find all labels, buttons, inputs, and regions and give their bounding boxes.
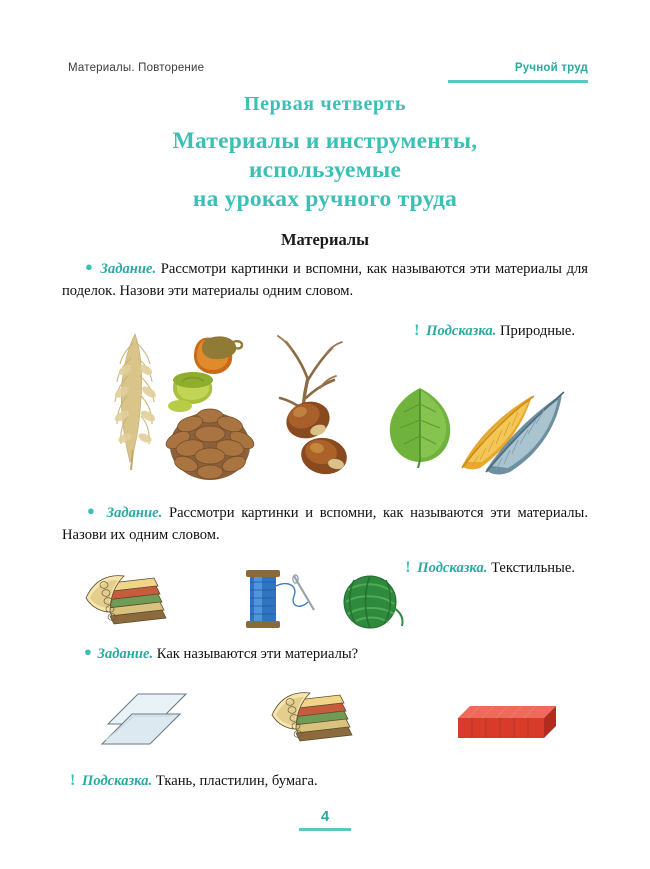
hint-3-label: Подсказка. <box>81 773 153 789</box>
pine-cone-figure <box>160 400 260 486</box>
main-title-line2: используемые <box>248 157 402 183</box>
figure-row-3 <box>62 678 588 762</box>
hint-2-text: Текстильные. <box>491 560 575 576</box>
bullet-icon: ● <box>84 259 94 274</box>
paper-sheets-figure <box>94 684 204 754</box>
quarter-title: Первая четверть <box>243 93 407 115</box>
folio <box>0 808 650 831</box>
bullet-icon: ● <box>84 503 98 518</box>
figure-row-2 <box>62 566 588 634</box>
hint-1-text: Природные. <box>500 323 575 339</box>
task-3-text: Как называются эти материалы? <box>156 646 359 662</box>
exclamation-icon: ! <box>414 322 420 339</box>
figure-row-1 <box>62 328 588 488</box>
task-3-label: Задание. <box>97 646 154 662</box>
plasticine-bar-figure <box>452 696 562 748</box>
task-2-text: Рассмотри картинки и вспомни, как называются эти материалы. Назови их одним словом. <box>62 505 589 543</box>
main-title-line3: на уроках ручного труда <box>192 186 458 212</box>
hint-3 <box>70 772 318 790</box>
task-1-label: Задание. <box>100 261 157 277</box>
main-title <box>62 127 588 214</box>
page-number: 4 <box>320 808 330 825</box>
task-1-text: Рассмотри картинки и вспомни, как называются эти материалы для поделок. Назови эти материалы одним словом. <box>62 261 588 299</box>
thread-spool-with-needle-figure <box>232 566 324 632</box>
task-2-paragraph <box>62 500 588 546</box>
section-title: Материалы <box>280 230 370 249</box>
task-2-label: Задание. <box>106 505 163 521</box>
hint-2-label: Подсказка. <box>417 560 488 576</box>
running-head-left: Материалы. Повторение <box>68 62 205 74</box>
running-head-right: Ручной труд <box>514 62 588 74</box>
green-leaf-figure <box>380 382 460 468</box>
hint-3-text: Ткань, пластилин, бумага. <box>155 773 318 789</box>
folio-rule <box>299 828 351 831</box>
running-head <box>62 62 588 82</box>
task-3-paragraph <box>62 641 588 665</box>
feathers-figure <box>450 378 580 478</box>
chestnuts-figure <box>274 394 370 478</box>
title-block <box>62 93 588 250</box>
exclamation-icon: ! <box>70 772 76 789</box>
main-title-line1: Материалы и инструменты, <box>172 128 478 154</box>
yarn-ball-figure <box>338 572 406 632</box>
folded-fabric-stack-figure <box>84 568 202 632</box>
task-1-paragraph <box>62 256 588 302</box>
folded-fabric-stack-figure <box>270 678 388 756</box>
hint-1-label: Подсказка. <box>426 323 497 339</box>
bullet-icon: ● <box>84 644 92 659</box>
running-head-rule <box>448 80 588 83</box>
exclamation-icon: ! <box>405 559 411 576</box>
